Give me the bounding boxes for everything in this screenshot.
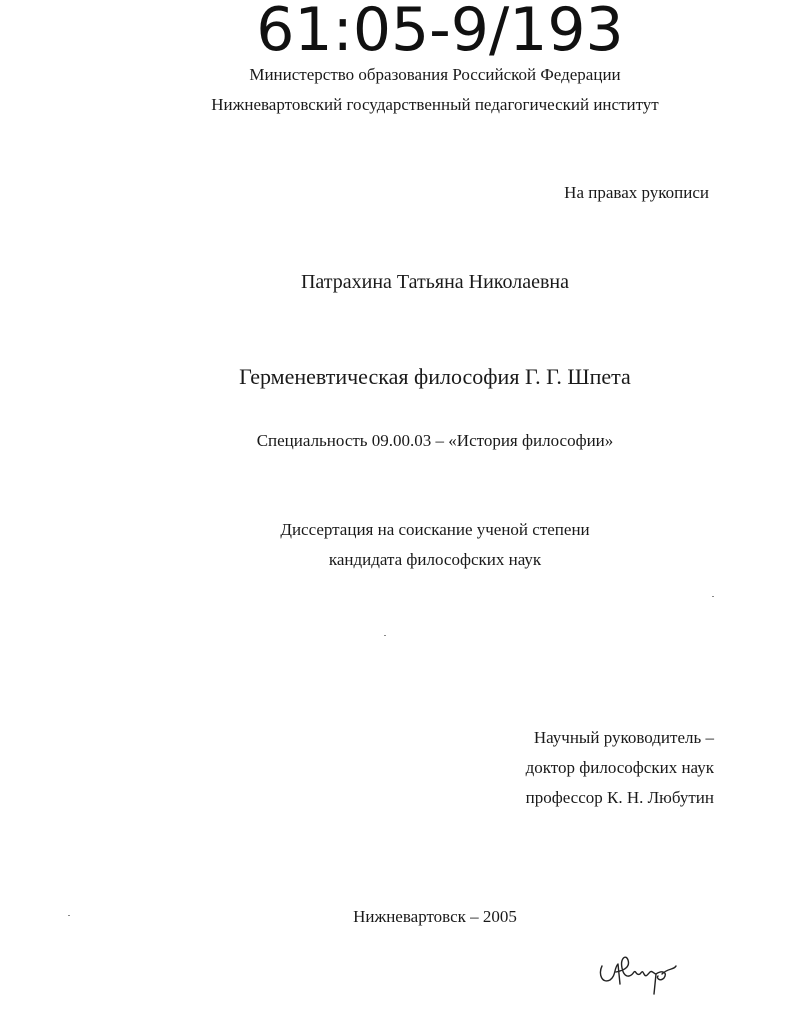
supervisor-line-2: доктор философских наук — [525, 758, 714, 777]
rights-note: На правах рукописи — [564, 183, 709, 202]
dissertation-degree-line-2: кандидата философских наук — [328, 550, 542, 569]
handwritten-signature — [596, 944, 680, 1000]
supervisor-line-3: профессор К. Н. Любутин — [525, 788, 714, 807]
scan-speck — [712, 596, 714, 597]
scan-speck — [384, 635, 386, 636]
scan-speck — [68, 915, 70, 916]
dissertation-title: Герменевтическая философия Г. Г. Шпета — [239, 364, 631, 389]
institute-name: Нижневартовский государственный педагогический институт — [211, 95, 659, 114]
city-year: Нижневартовск – 2005 — [353, 907, 517, 926]
author-name: Патрахина Татьяна Николаевна — [300, 271, 569, 293]
specialty-line: Специальность 09.00.03 – «История философии» — [256, 431, 614, 450]
dissertation-degree-line-1: Диссертация на соискание ученой степени — [280, 520, 590, 539]
catalog-code: 61:05-9/193 — [256, 0, 624, 65]
ministry-name: Министерство образования Российской Федерации — [249, 65, 621, 84]
supervisor-line-1: Научный руководитель – — [533, 728, 714, 747]
